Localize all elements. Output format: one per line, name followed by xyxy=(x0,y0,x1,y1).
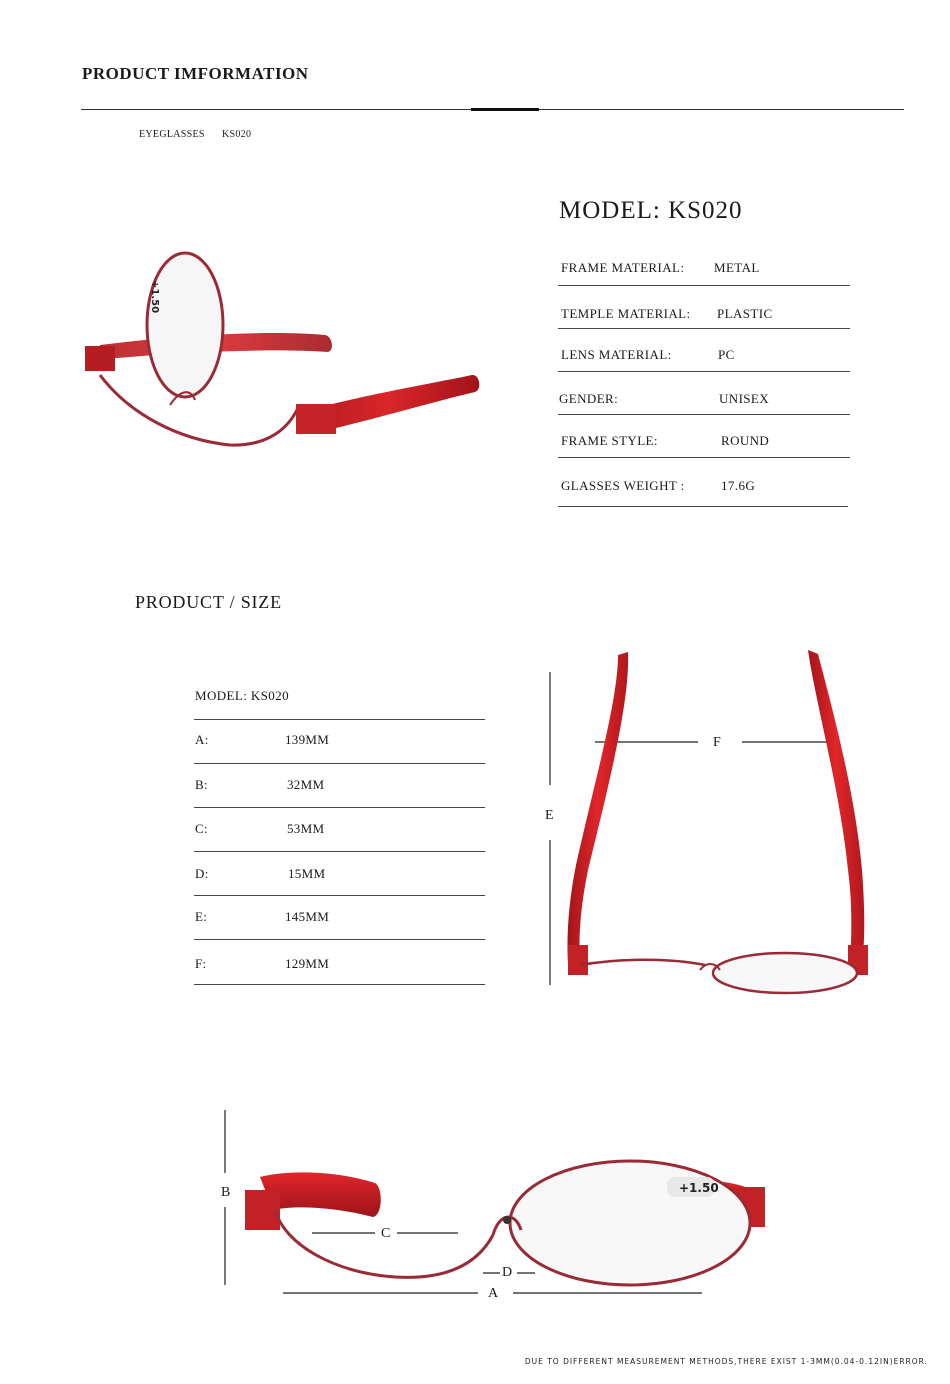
section-title-size: PRODUCT / SIZE xyxy=(135,592,282,612)
size-row-d xyxy=(194,851,485,896)
size-key: A: xyxy=(195,732,209,747)
dimension-label-e: E xyxy=(545,808,554,823)
lens-badge-photo: +1.50 xyxy=(149,280,160,314)
spec-label: GENDER: xyxy=(559,391,619,406)
spec-value: UNISEX xyxy=(719,391,770,406)
product-photo-angled xyxy=(70,240,500,470)
dimension-label-d: D xyxy=(502,1265,513,1280)
size-value: 32MM xyxy=(287,777,325,792)
size-row-f xyxy=(194,939,485,985)
dimension-label-a: A xyxy=(488,1286,499,1301)
size-row-a xyxy=(194,719,485,764)
spec-row-frame-style xyxy=(558,413,850,458)
spec-label: FRAME MATERIAL: xyxy=(561,260,685,275)
size-value: 139MM xyxy=(285,732,330,747)
dimension-label-f: F xyxy=(713,735,721,750)
spec-value: ROUND xyxy=(721,433,770,448)
lens-badge-diagram: +1.50 xyxy=(679,1181,719,1195)
size-value: 145MM xyxy=(285,909,330,924)
size-value: 129MM xyxy=(285,956,330,971)
size-key: F: xyxy=(195,956,207,971)
spec-label: LENS MATERIAL: xyxy=(561,347,672,362)
spec-row-gender xyxy=(558,370,850,415)
dimension-label-b: B xyxy=(221,1185,231,1200)
header-divider-accent xyxy=(471,108,539,111)
diagram-top-view xyxy=(540,640,890,1010)
spec-row-frame-material xyxy=(558,241,850,286)
size-key: D: xyxy=(195,866,209,881)
model-title: MODEL: KS020 xyxy=(559,197,743,224)
diagram-front-view xyxy=(215,1105,775,1305)
spec-value: 17.6G xyxy=(721,478,756,493)
measurement-disclaimer: DUE TO DIFFERENT MEASUREMENT METHODS,THERE EXIST 1-3MM(0.04-0.12IN)ERROR. xyxy=(524,1357,928,1366)
size-row-b xyxy=(194,763,485,808)
spec-row-temple-material xyxy=(558,284,850,329)
size-value: 53MM xyxy=(287,821,325,836)
page-title: PRODUCT IMFORMATION xyxy=(82,64,309,83)
size-row-e xyxy=(194,895,485,940)
spec-value: PLASTIC xyxy=(717,306,773,321)
spec-label: GLASSES WEIGHT : xyxy=(561,478,685,493)
spec-label: TEMPLE MATERIAL: xyxy=(561,306,691,321)
size-value: 15MM xyxy=(288,866,326,881)
size-key: C: xyxy=(195,821,208,836)
breadcrumb-category: EYEGLASSES xyxy=(139,129,205,140)
size-model-label: MODEL: KS020 xyxy=(195,688,289,703)
spec-label: FRAME STYLE: xyxy=(561,433,658,448)
spec-value: METAL xyxy=(714,260,760,275)
size-row-c xyxy=(194,807,485,852)
size-key: E: xyxy=(195,909,208,924)
spec-row-glasses-weight xyxy=(558,456,848,507)
spec-row-lens-material xyxy=(558,327,850,372)
dimension-label-c: C xyxy=(381,1226,391,1241)
breadcrumb-model: KS020 xyxy=(222,129,252,140)
spec-value: PC xyxy=(718,347,735,362)
size-key: B: xyxy=(195,777,208,792)
